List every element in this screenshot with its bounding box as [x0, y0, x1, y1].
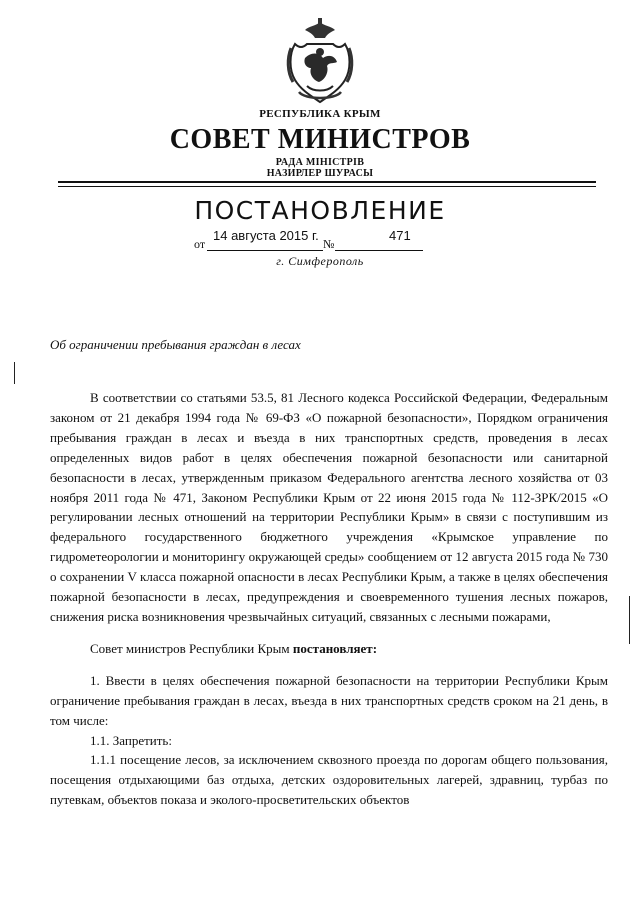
resolution-text: Совет министров Республики Крым	[90, 640, 293, 656]
preamble-paragraph: В соответствии со статьями 53.5, 81 Лесного кодекса Российской Федерации, Федеральным законом от 21 декабря 1994 года № 69-ФЗ «О пожарной безопасности», Порядком ограничения пребывания граждан в лесах и въезда в них транспортных средств, проведения в лесах определенных видов работ в целях обеспечения пожарной безопасности или санитарной безопасности в лесах, утвержденным приказом Федерального агентства лесного хозяйства от 03 ноября 2011 года № 471, Законом Республики Крым от 22 июня 2015 года № 112-ЗРК/2015 «О регулировании лесных отношений на территории Республики Крым» в связи с поступившим из федерального государственного бюджетного учреждения «Крымское управление по гидрометеорологии и мониторингу окружающей среды» сообщением от 12 августа 2015 года № 730 о сохранении V класса пожарной опасности в лесах Республики Крым, а также в целях обеспечения пожарной безопасности в лесах, предупреждения и своевременного тушения лесных пожаров, снижения риска возникновения чрезвычайных ситуаций, связанных с лесными пожарами,	[50, 390, 608, 624]
republic-name: РЕСПУБЛИКА КРЫМ	[259, 108, 381, 120]
resolution-verb: постановляет:	[292, 640, 378, 656]
clause-1: 1. Ввести в целях обеспечения пожарной безопасности на территории Республики Крым ограничение пребывания граждан в лесах, въезда в них транспортных средств сроком на 21 день, в том числе:	[50, 672, 608, 728]
date-underline	[207, 250, 323, 251]
number-underline	[335, 250, 423, 251]
document-type-title: ПОСТАНОВЛЕНИЕ	[194, 196, 446, 225]
decree-number: 471	[389, 228, 411, 243]
clause-1-1: 1.1. Запретить:	[90, 732, 172, 748]
decree-date: 14 августа 2015 г.	[213, 228, 319, 243]
resolution-paragraph	[50, 639, 608, 659]
date-prefix: от	[194, 237, 206, 251]
council-name: СОВЕТ МИНИСТРОВ	[169, 124, 471, 155]
header-divider-thin	[58, 186, 596, 187]
date-number-line	[0, 225, 640, 255]
scan-margin-mark	[14, 362, 15, 384]
decree-body	[50, 388, 608, 810]
council-name-ukrainian: РАДА МІНІСТРІВ	[275, 157, 365, 168]
crimea-coat-of-arms-icon	[285, 18, 355, 104]
scan-margin-mark	[629, 596, 630, 644]
number-sign: №	[323, 237, 335, 251]
city-name: г. Симферополь	[276, 254, 364, 268]
clause-1-1-1: 1.1.1 посещение лесов, за исключением сквозного проезда по дорогам общего пользования, посещения отдыхающими баз отдыха, детских оздоровительных лагерей, здравниц, турбаз по путевкам, объектов показа и эколого-просветительских объектов	[50, 752, 608, 808]
council-name-crimean-tatar: НАЗИРЛЕР ШУРАСЫ	[266, 168, 374, 179]
header-divider-thick	[58, 181, 596, 183]
decree-subject: Об ограничении пребывания граждан в лесах	[50, 337, 301, 352]
